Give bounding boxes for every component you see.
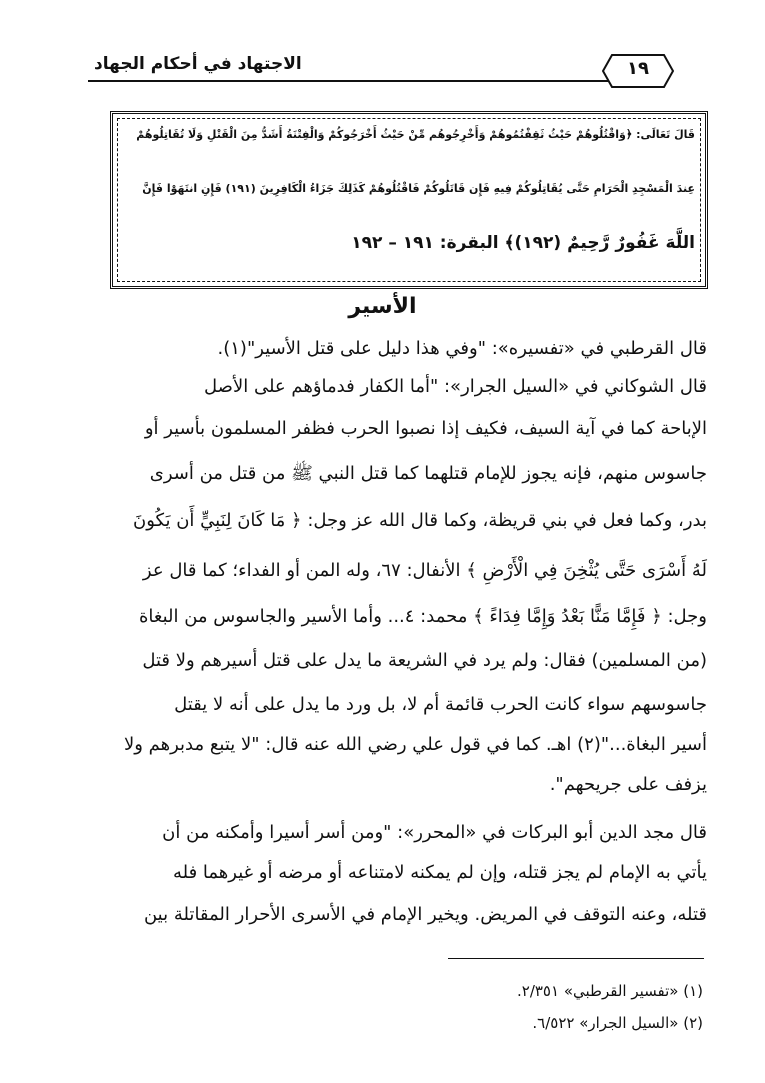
body-line: أسير البغاة..."(٢) اهـ. كما في قول علي رضي الله عنه قال: "لا يتبع مدبرهم ولا: [123, 734, 707, 755]
header-rule: [88, 80, 648, 82]
page-number-badge: [602, 54, 674, 88]
verse-box-inner-frame: [117, 118, 701, 282]
section-title: الأسير: [348, 294, 417, 319]
body-line: جاسوس منهم، فإنه يجوز للإمام قتلهما كما قتل النبي ﷺ من قتل من أسرى: [149, 463, 707, 484]
body-line: قال الشوكاني في «السيل الجرار»: "أما الكفار فدماؤهم على الأصل: [204, 376, 707, 397]
footnote: (٢) «السيل الجرار» ٦/٥٢٢.: [532, 1014, 703, 1032]
footnote: (١) «تفسير القرطبي» ٢/٣٥١.: [516, 982, 703, 1000]
body-line: وجل: ﴿ فَإِمَّا مَنًّا بَعْدُ وَإِمَّا فِدَاءً ﴾ محمد: ٤... وأما الأسير والجاسوس من البغاة: [138, 606, 707, 627]
book-title: الاجتهاد في أحكام الجهاد: [94, 54, 302, 74]
body-line: يأتي به الإمام لم يجز قتله، وإن لم يمكنه لامتناعه أو مرضه أو غيرهما فله: [172, 862, 707, 883]
quran-verse-box: [110, 111, 708, 289]
verse-line: اللَّهَ غَفُورٌ رَّحِيمٌ (١٩٢)﴾ البقرة: ١٩١ – ١٩٢: [351, 233, 695, 253]
verse-line: قَالَ تَعَالَى: ﴿وَاقْتُلُوهُمْ حَيْثُ ثَقِفْتُمُوهُمْ وَأَخْرِجُوهُم مِّنْ حَيْثُ أَخْرَجُوكُمْ وَالْفِتْنَةُ أَشَدُّ مِنَ الْقَتْلِ وَلَا تُقَاتِلُوهُمْ: [136, 128, 695, 141]
body-line: الإباحة كما في آية السيف، فكيف إذا نصبوا الحرب فظفر المسلمون بأسير أو: [144, 418, 707, 439]
body-line: قال مجد الدين أبو البركات في «المحرر»: "ومن أسر أسيرا وأمكنه من أن: [162, 822, 707, 843]
body-line: بدر، وكما فعل في بني قريظة، وكما قال الله عز وجل: ﴿ مَا كَانَ لِنَبِيٍّ أَن يَكُونَ: [133, 510, 707, 531]
body-line: قال القرطبي في «تفسيره»: "وفي هذا دليل على قتل الأسير"(١).: [217, 338, 707, 359]
body-line: قتله، وعنه التوقف في المريض. ويخير الإمام في الأسرى الأحرار المقاتلة بين: [143, 904, 707, 925]
page-number: ١٩: [627, 58, 649, 79]
page-header: [88, 44, 688, 96]
verse-line: عِندَ الْمَسْجِدِ الْحَرَامِ حَتَّى يُقَاتِلُوكُمْ فِيهِ فَإِن قَاتَلُوكُمْ فَاقْتُلُوهُمْ كَذَلِكَ جَزَاءُ الْكَافِرِينَ (١٩١) فَإِنِ انتَهَوْا فَإِنَّ: [142, 182, 695, 195]
body-line: جاسوسهم سواء كانت الحرب قائمة أم لا، بل ورد ما يدل على أنه لا يقتل: [174, 694, 707, 715]
body-line: لَهُ أَسْرَى حَتَّى يُثْخِنَ فِي الْأَرْضِ ﴾ الأنفال: ٦٧، وله المن أو الفداء؛ كما قال عز: [142, 560, 707, 581]
footnote-separator: [448, 958, 704, 959]
body-line: (من المسلمين) فقال: ولم يرد في الشريعة ما يدل على قتل أسيرهم ولا قتل: [142, 650, 707, 671]
body-line: يزفف على جريحهم".: [549, 774, 707, 795]
